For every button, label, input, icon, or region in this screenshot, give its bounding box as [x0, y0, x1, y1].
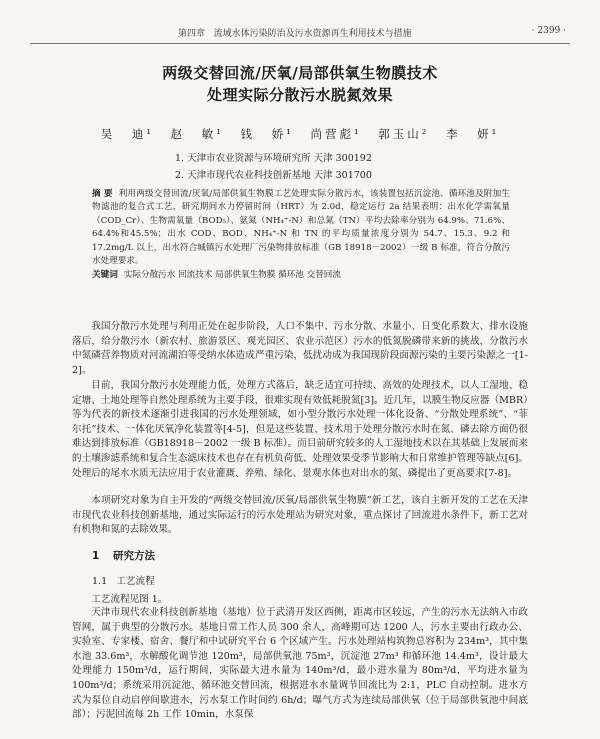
running-head-title — [178, 26, 412, 39]
abstract-block — [92, 188, 510, 283]
intro-paragraph-1 — [72, 320, 528, 378]
affiliation-1: 1. 天津市农业资源与环境研究所 天津 300192 — [175, 153, 372, 164]
paragraph-text: 目前，我国分散污水处理能力低，处理方式落后，缺乏适宜可持续、高效的处理技术，以人工湿地、稳定塘、土地处理等自然处理系统为主要手段，很难实现有效低耗脱氮[3]。近几年，以膜生物反应器（MBR）等为代表的新技术逐渐引进我国的污水处理领域，如小型分散污水处理一体化设备、“分散处理系统”、“菲尔托”技术、一体化厌氧净化装置等[4-5]，但是这些装置、技术用于处理分散污水时在氮、磷去除方面仍很难达到排放标准（GB18918－2002 一级 B 标准）。而目前研究较多的人工湿地技术以在其基础上发展而来的土壤渗滤系统和复合生态滤床技术也存在有机负荷低、处理效果受季节影响大和日常维护管理等缺点[6]。处理后的尾水水质无法应用于农业灌溉、养殖、绿化、景观水体也对出水的氮、磷提出了更高要求[7-8]。 — [72, 380, 528, 479]
abstract-text: 利用两级交替回流/厌氧/局部供氧生物膜工艺处理实际分散污水，该装置包括沉淀池、循环池及附加生物滤池的复合式工艺，研究期间水力停留时间（HRT）为 2.0d，稳定运行 2a 结果表明：出水化学需氧量（COD_Cr）、生物需氧量（BOD₅）、氨氮（NH₄⁺-N）和总氮（TN）平均去除率分别为 64.9%、71.6%、64.4%和45.5%；出水 COD、BOD、NH₄⁺-N 和 TN 的平均质量浓度分别为 54.7、15.3、9.2 和 17.2mg/L 以上，出水符合城镇污水处理厂污染物排放标准（GB 18918－2002）一级 B 标准，符合分散污水处理要求。 — [92, 189, 511, 267]
affiliation-2: 2. 天津市现代农业科技创新基地 天津 301700 — [175, 170, 372, 181]
paragraph-text: 天津市现代农业科技创新基地（基地）位于武清开发区西侧，距离市区较远，产生的污水无法纳入市政管网，属于典型的分散污水。基地日常工作人员 300 余人，高峰期可达 1200 人，污水主要由行政办公、实验室、专家楼、宿舍、餐厅和中试研究平台 6 个区域产生。污水处理站构筑物总容积为 234m³，其中集水池 33.6m³，水解酸化调节池 120m³，局部供氧池 75m³，沉淀池 27m³ 和循环池 14.4m³，设计最大处理能力 150m³/d，运行期间，实际最大进水量为 140m³/d，最小进水量为 80m³/d，平均进水量为 100m³/d；系统采用沉淀池、循环池交替回流，根据进水水量调节回流比为 2:1，PLC 自动控制。进水方式为泵位自动启停间歇进水，污水泵工作时间约 6h/d；曝气方式为连续局部供氧（位于局部供氧池中间底部）；污泥回流每 2h 工作 10min，水泵保 — [72, 607, 528, 721]
keywords-text: 实际分散污水 回流技术 局部供氧生物膜 循环池 交替回流 — [123, 270, 341, 281]
keywords — [92, 269, 510, 282]
book-section-title: 流域水体污染防治及污水资源再生利用技术与措施 — [213, 29, 412, 39]
methods-paragraph — [72, 606, 528, 723]
paragraph-text: 本项研究对象为自主开发的“两级交替回流/厌氧/局部供氧生物膜”新工艺，该自主新开发的工艺在天津市现代农业科技创新基地，通过实际运行的污水处理站为研究对象，重点探讨了回流进水条件下，新工艺对有机物和氮的去除效果。 — [72, 495, 528, 536]
title-line-1: 两级交替回流/厌氧/局部供氧生物膜技术 — [162, 64, 438, 82]
paragraph-text: 我国分散污水处理与利用正处在起步阶段，人口不集中、污水分散、水量小、日变化系数大、排水设施落后，给分散污水（新农村、旅游景区、观光园区、农业示范区）污水的低氮脱磷带来新的挑战，分散污水中氮磷营养物质对河流湖泊等受纳水体造成严重污染，低扰动成为我国现阶段面源污染的主要污染源之一[1-2]。 — [72, 321, 528, 376]
section-heading: 1 研究方法 — [92, 550, 155, 562]
abstract-label: 摘 要 — [92, 189, 113, 199]
subsection-heading: 1.1 工艺流程 — [92, 576, 155, 587]
intro-paragraph-3 — [72, 494, 528, 538]
abstract — [92, 188, 510, 268]
intro-paragraph-2 — [72, 379, 528, 481]
author-list: 吴 迪¹ 赵 敏¹ 钱 娇¹ 尚营彪¹ 郭玉山² 李 妍¹ — [100, 127, 500, 141]
title-line-2: 处理实际分散污水脱氮效果 — [206, 86, 393, 104]
keywords-label: 关键词 — [92, 270, 118, 281]
chapter-label: 第四章 — [178, 29, 206, 39]
running-head — [30, 26, 570, 44]
figure-reference-line: 工艺流程见图 1。 — [91, 594, 168, 605]
paper-title — [0, 62, 600, 106]
page-number: · 2399 · — [531, 26, 566, 36]
affiliations — [175, 150, 372, 184]
